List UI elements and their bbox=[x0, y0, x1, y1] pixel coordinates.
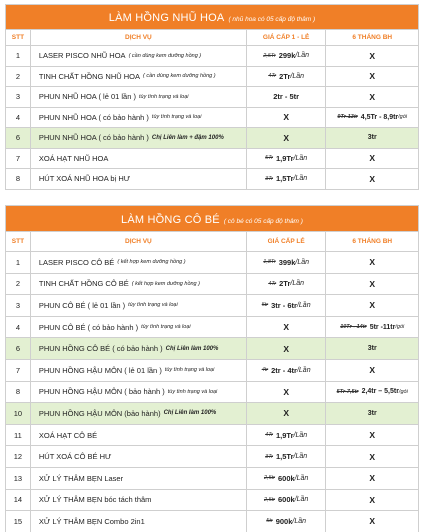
old-price: 3Tr bbox=[265, 453, 273, 460]
table-header-row bbox=[6, 231, 418, 251]
table-row bbox=[6, 86, 418, 107]
header-price: GIÁ CẤP 1 - LẺ bbox=[246, 30, 326, 45]
warranty-cell bbox=[325, 149, 418, 169]
table-row bbox=[6, 445, 418, 467]
table-row bbox=[6, 337, 418, 359]
old-price: 2,5tr bbox=[263, 475, 275, 482]
warranty-cell bbox=[325, 490, 418, 511]
warranty-cell bbox=[325, 169, 418, 189]
warranty-price: X bbox=[369, 430, 376, 441]
old-warranty-price: 5Tr-7,5tr bbox=[336, 388, 359, 395]
service-cell bbox=[30, 274, 246, 295]
table-row bbox=[6, 66, 418, 87]
warranty-price: X bbox=[369, 451, 376, 462]
price-not-available: X bbox=[283, 408, 289, 419]
table-row bbox=[6, 294, 418, 316]
old-price: 5tr bbox=[266, 518, 273, 525]
price-cell bbox=[246, 360, 326, 381]
price-unit: /Lần bbox=[292, 517, 307, 525]
row-number: 13 bbox=[13, 473, 23, 483]
service-name: LASER PISCO NHŨ HOA bbox=[38, 51, 126, 61]
service-cell bbox=[30, 360, 246, 381]
warranty-price: X bbox=[369, 257, 376, 268]
row-number: 4 bbox=[15, 322, 21, 332]
price-unit: /Lần bbox=[294, 496, 309, 504]
price-cell bbox=[246, 490, 326, 511]
price-cell bbox=[246, 149, 326, 169]
row-number: 2 bbox=[15, 279, 21, 289]
header-warranty: 6 THÁNG BH bbox=[325, 30, 418, 45]
warranty-price: X bbox=[369, 71, 376, 82]
service-name: PHUN CÔ BÉ ( có bảo hành ) bbox=[38, 322, 139, 332]
service-cell bbox=[30, 128, 246, 148]
header-service: DỊCH VỤ bbox=[30, 232, 246, 251]
price-unit: /Lần bbox=[295, 258, 310, 266]
price-cell bbox=[246, 511, 326, 532]
warranty-cell bbox=[325, 338, 418, 359]
service-cell bbox=[30, 403, 246, 424]
service-cell bbox=[30, 382, 246, 403]
service-cell bbox=[30, 511, 246, 532]
warranty-cell bbox=[325, 382, 418, 403]
price-unit: /Lần bbox=[290, 280, 305, 288]
old-warranty-price: 9Tr-13tr bbox=[337, 114, 358, 121]
warranty-price: X bbox=[369, 278, 376, 289]
table-row bbox=[6, 251, 418, 273]
warranty-price: X bbox=[369, 91, 376, 102]
row-number: 3 bbox=[15, 92, 21, 102]
warranty-cell bbox=[325, 511, 418, 532]
service-note: ( kết hợp kem dưỡng hồng ) bbox=[117, 259, 186, 266]
warranty-price: X bbox=[369, 300, 376, 311]
table-row bbox=[6, 402, 418, 424]
table-row bbox=[6, 127, 418, 148]
service-note: tùy tình trạng và loại bbox=[128, 302, 178, 309]
service-name: HÚT XOÁ NHŨ HOA bị HƯ bbox=[38, 174, 131, 184]
row-number: 7 bbox=[15, 153, 21, 163]
service-name: XỬ LÝ THÂM BẸN Combo 2in1 bbox=[38, 516, 145, 526]
price-cell bbox=[246, 108, 326, 128]
current-price: 3tr - 6tr bbox=[271, 300, 297, 310]
warranty-price: 3tr bbox=[367, 409, 377, 417]
row-number: 6 bbox=[15, 133, 21, 143]
price-unit: /Lần bbox=[294, 474, 309, 482]
warranty-cell bbox=[325, 295, 418, 316]
service-note: tùy tình trạng và loại bbox=[167, 388, 218, 395]
service-name: XỬ LÝ THÂM BẸN bóc tách thâm bbox=[38, 495, 152, 505]
warranty-unit: /gói bbox=[395, 324, 405, 331]
current-price: 399k bbox=[278, 257, 296, 267]
header-stt: STT bbox=[11, 34, 25, 41]
old-price: 5tr bbox=[261, 302, 269, 309]
price-not-available: X bbox=[283, 322, 289, 333]
service-cell bbox=[30, 108, 246, 128]
warranty-price: 4,5Tr - 8,9tr bbox=[360, 113, 399, 121]
service-note: ( cần dùng kem dưỡng hồng ) bbox=[143, 73, 216, 80]
table-title-note: ( cô bé có 05 cấp độ thâm ) bbox=[223, 218, 303, 225]
service-cell bbox=[30, 149, 246, 169]
service-cell bbox=[30, 295, 246, 316]
current-price: 2tr - 5tr bbox=[273, 92, 300, 102]
price-unit: /Lần bbox=[296, 301, 311, 309]
table-row bbox=[6, 273, 418, 295]
current-price: 1,9Tr bbox=[276, 153, 294, 163]
service-name: XOÁ HẠT CÔ BÉ bbox=[38, 430, 98, 440]
table-row bbox=[6, 467, 418, 489]
table-title bbox=[6, 5, 418, 29]
row-number: 1 bbox=[15, 257, 21, 267]
row-number: 11 bbox=[14, 430, 22, 440]
row-number: 3 bbox=[15, 300, 21, 310]
price-not-available: X bbox=[283, 132, 289, 143]
warranty-price: X bbox=[369, 50, 376, 61]
old-price: 4Tr bbox=[268, 73, 277, 80]
current-price: 900k bbox=[275, 516, 293, 526]
price-cell bbox=[246, 169, 326, 189]
old-price: 4tr bbox=[261, 367, 269, 374]
price-not-available: X bbox=[283, 112, 289, 123]
table-row bbox=[6, 168, 418, 189]
old-warranty-price: 10Tr - 14tr bbox=[340, 324, 367, 331]
row-number: 8 bbox=[15, 174, 21, 184]
row-number: 7 bbox=[15, 365, 21, 375]
old-price: 4Tr bbox=[265, 432, 273, 439]
table-title-text: LÀM HỒNG NHŨ HOA bbox=[108, 12, 225, 24]
table-row bbox=[6, 107, 418, 128]
price-cell bbox=[246, 87, 326, 107]
price-cell bbox=[246, 128, 326, 148]
warranty-cell bbox=[325, 317, 418, 338]
price-cell bbox=[246, 446, 326, 467]
nipple-pinkening-price-table bbox=[5, 4, 419, 190]
warranty-unit: /gói bbox=[398, 114, 408, 121]
service-note: ( cần dùng kem dưỡng hồng ) bbox=[128, 52, 202, 59]
service-cell bbox=[30, 425, 246, 446]
service-cell bbox=[30, 490, 246, 511]
warranty-cell bbox=[325, 108, 418, 128]
row-number: 8 bbox=[15, 387, 21, 397]
table-row bbox=[6, 359, 418, 381]
row-number: 4 bbox=[15, 112, 21, 122]
service-highlight-note: Chị Liên làm + đậm 100% bbox=[151, 134, 224, 141]
service-name: HÚT XOÁ CÔ BÉ HƯ bbox=[38, 452, 112, 462]
service-note: tùy tình trạng và loại bbox=[151, 114, 202, 121]
old-price: 3Tr bbox=[265, 175, 273, 182]
row-number: 2 bbox=[15, 71, 21, 81]
table-row bbox=[6, 381, 418, 403]
service-name: PHUN HỒNG HẬU MÔN (bảo hành) bbox=[38, 408, 161, 418]
header-service: DỊCH VỤ bbox=[30, 30, 246, 45]
service-cell bbox=[30, 317, 246, 338]
warranty-cell bbox=[325, 425, 418, 446]
old-price: 5Tr bbox=[265, 155, 273, 162]
current-price: 2Tr bbox=[279, 279, 291, 289]
current-price: 600k bbox=[278, 495, 295, 505]
price-unit: /Lần bbox=[290, 72, 305, 80]
current-price: 2Tr bbox=[279, 71, 291, 81]
price-cell bbox=[246, 46, 326, 66]
service-note: tùy tình trạng và loại bbox=[138, 93, 189, 100]
current-price: 1,9Tr bbox=[276, 430, 294, 440]
service-cell bbox=[30, 446, 246, 467]
table-row bbox=[6, 424, 418, 446]
row-number: 6 bbox=[15, 344, 21, 354]
price-cell bbox=[246, 338, 326, 359]
intimate-pinkening-price-table bbox=[5, 205, 419, 532]
price-cell bbox=[246, 403, 326, 424]
current-price: 600k bbox=[278, 473, 295, 483]
old-price: 4Tr bbox=[268, 280, 277, 287]
warranty-price: X bbox=[369, 153, 376, 164]
row-number: 15 bbox=[13, 516, 23, 526]
price-cell bbox=[246, 252, 326, 273]
table-row bbox=[6, 510, 418, 532]
warranty-cell bbox=[325, 67, 418, 87]
service-name: PHUN NHŨ HOA ( có bảo hành ) bbox=[38, 133, 149, 143]
header-warranty: 6 THÁNG BH bbox=[325, 232, 418, 251]
warranty-cell bbox=[325, 87, 418, 107]
service-cell bbox=[30, 252, 246, 273]
old-price: 1,8Tr bbox=[263, 259, 276, 266]
warranty-price: X bbox=[369, 494, 376, 505]
warranty-cell bbox=[325, 446, 418, 467]
price-not-available: X bbox=[283, 386, 289, 397]
warranty-price: 3tr bbox=[367, 345, 377, 353]
service-note: tùy tình trạng và loại bbox=[141, 324, 191, 331]
service-note: ( kết hợp kem dưỡng hồng ) bbox=[131, 280, 200, 287]
warranty-price: X bbox=[369, 365, 376, 376]
price-unit: /Lần bbox=[293, 431, 308, 439]
old-price: 2,5tr bbox=[263, 496, 275, 503]
price-cell bbox=[246, 274, 326, 295]
price-cell bbox=[246, 317, 326, 338]
row-number: 14 bbox=[13, 495, 23, 505]
warranty-price: 3tr bbox=[367, 134, 377, 142]
current-price: 1,5Tr bbox=[276, 174, 294, 184]
service-cell bbox=[30, 87, 246, 107]
price-unit: /Lần bbox=[293, 175, 308, 183]
table-title-text: LÀM HỒNG CÔ BÉ bbox=[121, 214, 220, 226]
current-price: 299k bbox=[278, 51, 296, 61]
table-header-row bbox=[6, 29, 418, 45]
price-cell bbox=[246, 382, 326, 403]
price-cell bbox=[246, 468, 326, 489]
price-cell bbox=[246, 295, 326, 316]
table-body bbox=[6, 45, 418, 189]
row-number: 1 bbox=[15, 51, 21, 61]
warranty-price: X bbox=[369, 473, 376, 484]
service-highlight-note: Chị Liên làm 100% bbox=[165, 345, 219, 352]
warranty-cell bbox=[325, 128, 418, 148]
current-price: 2tr - 4tr bbox=[271, 365, 297, 375]
price-unit: /Lần bbox=[296, 366, 311, 374]
service-name: PHUN HỒNG HẬU MÔN ( lẻ 01 lần ) bbox=[38, 365, 162, 375]
service-name: TINH CHẤT HỒNG CÔ BÉ bbox=[38, 279, 129, 289]
service-note: tùy tình trạng và loại bbox=[164, 367, 215, 374]
header-price: GIÁ CẤP LẺ bbox=[246, 232, 326, 251]
warranty-cell bbox=[325, 468, 418, 489]
service-cell bbox=[30, 169, 246, 189]
service-highlight-note: Chị Liên làm 100% bbox=[163, 410, 217, 417]
warranty-cell bbox=[325, 360, 418, 381]
warranty-cell bbox=[325, 46, 418, 66]
table-row bbox=[6, 148, 418, 169]
table-row bbox=[6, 489, 418, 511]
header-stt: STT bbox=[11, 238, 25, 245]
table-row bbox=[6, 316, 418, 338]
service-cell bbox=[30, 468, 246, 489]
row-number: 12 bbox=[13, 452, 23, 462]
old-price: 2,5Tr bbox=[263, 52, 276, 59]
row-number: 10 bbox=[13, 408, 23, 418]
price-unit: /Lần bbox=[293, 154, 308, 162]
warranty-unit: /gói bbox=[398, 388, 408, 395]
service-name: TINH CHẤT HỒNG NHŨ HOA bbox=[38, 71, 140, 81]
price-not-available: X bbox=[283, 343, 289, 354]
price-unit: /Lần bbox=[295, 52, 310, 60]
service-name: PHUN HỒNG CÔ BÉ ( có bảo hành ) bbox=[38, 344, 163, 354]
service-name: XOÁ HẠT NHŨ HOA bbox=[38, 153, 109, 163]
service-name: PHUN HỒNG HẬU MÔN ( bảo hành ) bbox=[38, 387, 165, 397]
warranty-price: X bbox=[369, 516, 376, 527]
table-title bbox=[6, 206, 418, 231]
service-name: LASER PISCO CÔ BÉ bbox=[38, 257, 115, 267]
warranty-cell bbox=[325, 252, 418, 273]
warranty-price: 2,4tr – 5,5tr bbox=[361, 388, 399, 396]
service-name: PHUN NHŨ HOA ( có bảo hành ) bbox=[38, 112, 149, 122]
table-row bbox=[6, 45, 418, 66]
warranty-price: X bbox=[369, 173, 376, 184]
service-cell bbox=[30, 338, 246, 359]
service-cell bbox=[30, 67, 246, 87]
service-name: PHUN CÔ BÉ ( lẻ 01 lần ) bbox=[38, 300, 126, 310]
service-cell bbox=[30, 46, 246, 66]
table-body bbox=[6, 251, 418, 532]
price-cell bbox=[246, 67, 326, 87]
service-name: XỬ LÝ THÂM BẸN Laser bbox=[38, 473, 124, 483]
warranty-price: 5tr -11tr bbox=[369, 323, 396, 331]
warranty-cell bbox=[325, 274, 418, 295]
price-unit: /Lần bbox=[293, 453, 308, 461]
price-cell bbox=[246, 425, 326, 446]
current-price: 1,5Tr bbox=[276, 452, 294, 462]
warranty-cell bbox=[325, 403, 418, 424]
table-title-note: ( nhũ hoa có 05 cấp độ thâm ) bbox=[228, 16, 316, 23]
service-name: PHUN NHŨ HOA ( lẻ 01 lần ) bbox=[38, 92, 136, 102]
